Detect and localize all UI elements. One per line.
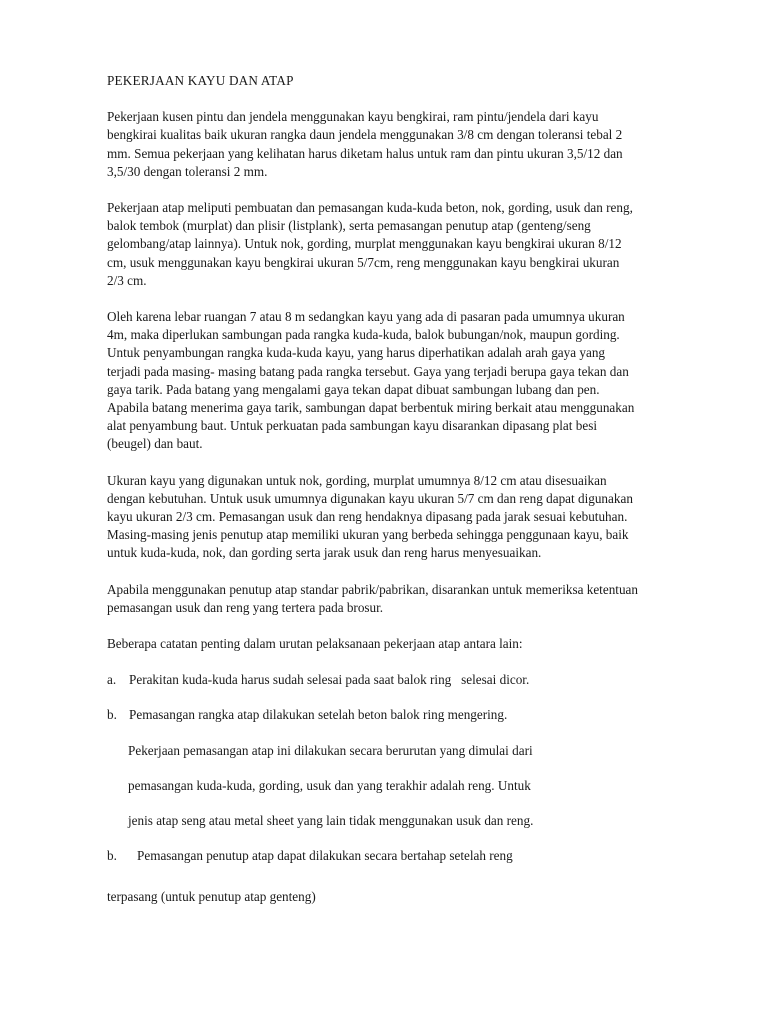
text-line: pemasangan usuk dan reng yang tertera pada brosur. xyxy=(107,599,384,615)
text-line: Oleh karena lebar ruangan 7 atau 8 m sedangkan kayu yang ada di pasaran pada umumnya ukuran xyxy=(107,309,625,325)
list-item-text: Pemasangan penutup atap dapat dilakukan secara bertahap setelah reng xyxy=(137,848,513,864)
paragraph-ukuran-kayu xyxy=(107,472,713,563)
list-marker: a. xyxy=(107,672,117,688)
list-item-b-second xyxy=(107,847,713,865)
text-line: mm. Semua pekerjaan yang kelihatan harus diketam halus untuk ram dan pintu ukuran 3,5/12 dan xyxy=(107,145,623,161)
text-line: bengkirai kualitas baik ukuran rangka daun jendela menggunakan 3/8 cm dengan toleransi tebal 2 xyxy=(107,127,623,143)
paragraph-kusen xyxy=(107,108,713,181)
paragraph-atap xyxy=(107,199,713,290)
closing-line: terpasang (untuk penutup atap genteng) xyxy=(107,888,316,904)
paragraph-sambungan xyxy=(107,308,713,454)
list-item-text: Pemasangan rangka atap dilakukan setelah beton balok ring mengering. xyxy=(129,707,508,723)
text-line: Apabila batang menerima gaya tarik, sambungan dapat berbentuk miring berkait atau menggunakan xyxy=(107,400,635,416)
document-title: PEKERJAAN KAYU DAN ATAP xyxy=(107,73,294,88)
text-line: 4m, maka diperlukan sambungan pada rangka kuda-kuda, balok bubungan/nok, maupun gording. xyxy=(107,327,620,343)
text-line: balok tembok (murplat) dan plisir (listplank), serta pemasangan penutup atap (genteng/seng xyxy=(107,218,591,234)
text-line: 2/3 cm. xyxy=(107,272,147,288)
list-marker: b. xyxy=(107,707,117,723)
list-item-b xyxy=(107,706,713,724)
text-line: terjadi pada masing- masing batang pada rangka tersebut. Gaya yang terjadi berupa gaya tekan dan xyxy=(107,363,629,379)
indented-line: Pekerjaan pemasangan atap ini dilakukan secara berurutan yang dimulai dari xyxy=(128,742,533,758)
text-line: gaya tarik. Pada batang yang mengalami gaya tekan dapat dibuat sambungan lubang dan pen. xyxy=(107,381,600,397)
paragraph-penutup-standar xyxy=(107,581,713,617)
text-line: Masing-masing jenis penutup atap memiliki ukuran yang berbeda sehingga penggunaan kayu, baik xyxy=(107,527,629,543)
text-line: untuk kuda-kuda, nok, dan gording serta jarak usuk dan reng harus menyesuaikan. xyxy=(107,545,542,561)
list-marker: b. xyxy=(107,848,117,864)
indented-line: pemasangan kuda-kuda, gording, usuk dan yang terakhir adalah reng. Untuk xyxy=(128,777,531,793)
list-item-text: Perakitan kuda-kuda harus sudah selesai pada saat balok ring selesai dicor. xyxy=(129,672,530,688)
text-line: (beugel) dan baut. xyxy=(107,436,203,452)
text-line: cm, usuk menggunakan kayu bengkirai ukuran 5/7cm, reng menggunakan kayu bengkirai ukuran xyxy=(107,254,620,270)
text-line: alat penyambung baut. Untuk perkuatan pada sambungan kayu disarankan dipasang plat besi xyxy=(107,418,597,434)
text-line: Ukuran kayu yang digunakan untuk nok, gording, murplat umumnya 8/12 cm atau disesuaikan xyxy=(107,472,607,488)
text-line: Pekerjaan atap meliputi pembuatan dan pemasangan kuda-kuda beton, nok, gording, usuk dan reng, xyxy=(107,200,633,216)
text-line: gelombang/atap lainnya). Untuk nok, gording, murplat menggunakan kayu bengkirai ukuran 8/12 xyxy=(107,236,622,252)
text-line: Beberapa catatan penting dalam urutan pelaksanaan pekerjaan atap antara lain: xyxy=(107,636,523,652)
text-line: dengan kebutuhan. Untuk usuk umumnya digunakan kayu ukuran 5/7 cm dan reng dapat digunakan xyxy=(107,490,633,506)
text-line: Pekerjaan kusen pintu dan jendela menggunakan kayu bengkirai, ram pintu/jendela dari kayu xyxy=(107,109,599,125)
text-line: 3,5/30 dengan toleransi 2 mm. xyxy=(107,163,268,179)
paragraph-catatan-intro xyxy=(107,635,713,653)
text-line: kayu ukuran 2/3 cm. Pemasangan usuk dan reng hendaknya dipasang pada jarak sesuai kebutuhan. xyxy=(107,509,628,525)
text-line: Untuk penyambungan rangka kuda-kuda kayu, yang harus diperhatikan adalah arah gaya yang xyxy=(107,345,606,361)
list-item-a xyxy=(107,671,713,689)
indented-line: jenis atap seng atau metal sheet yang lain tidak menggunakan usuk dan reng. xyxy=(128,813,534,829)
text-line: Apabila menggunakan penutup atap standar pabrik/pabrikan, disarankan untuk memeriksa ketentuan xyxy=(107,581,638,597)
document-body xyxy=(107,72,713,906)
